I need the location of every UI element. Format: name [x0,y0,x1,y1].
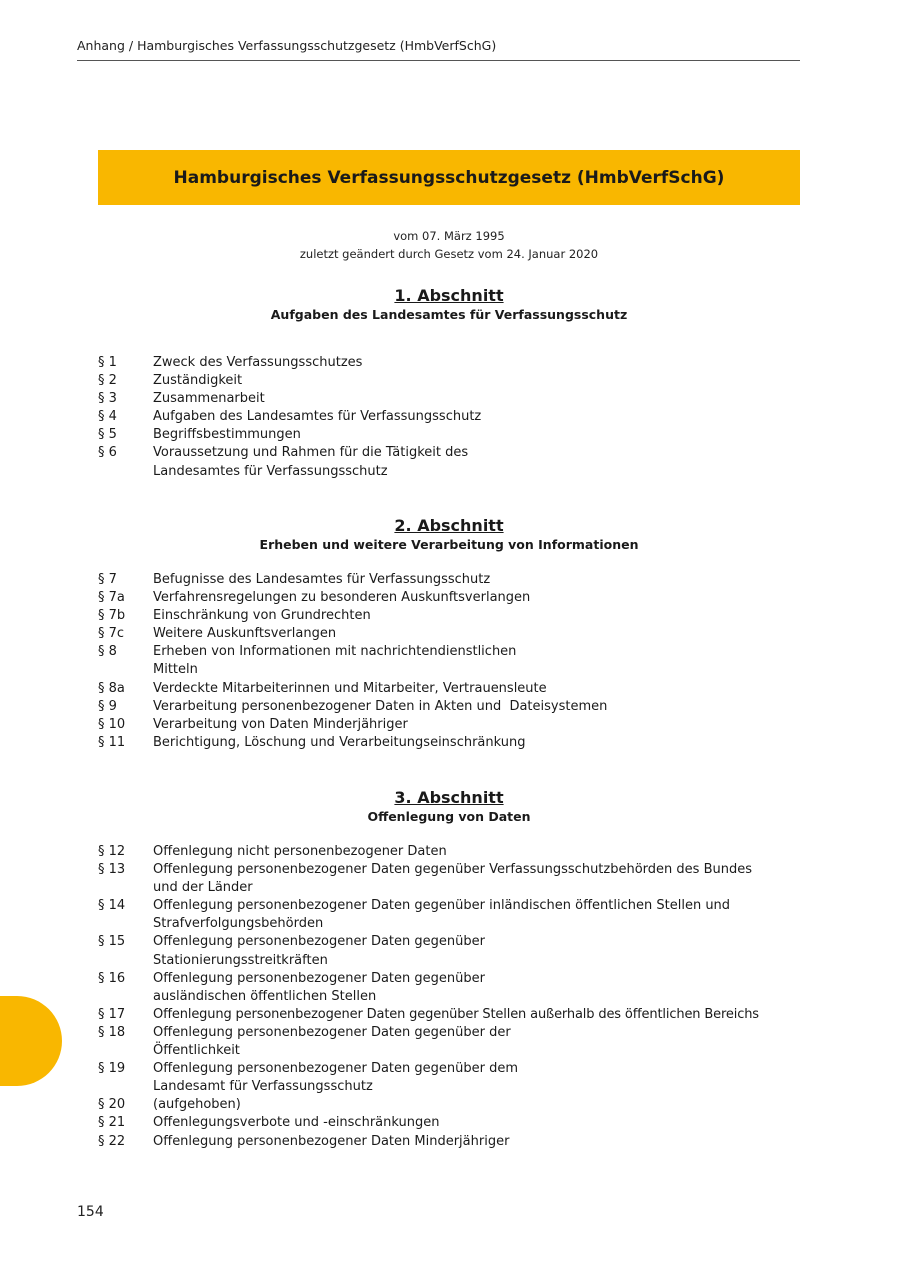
toc-entry [98,1133,798,1151]
paragraph-title: Weitere Auskunftsverlangen [153,626,337,642]
toc-entry [98,354,798,372]
paragraph-title: Offenlegung personenbezogener Daten gegenüber Stellen außerhalb des öffentlichen Bereichs [153,1006,759,1022]
paragraph-number: § 17 [98,1006,126,1022]
paragraph-title: Offenlegung personenbezogener Daten gegenüber inländischen öffentlichen Stellen und Strafverfolgungsbehörden [153,898,731,932]
toc-entry [98,1024,798,1060]
paragraph-title: Voraussetzung und Rahmen für die Tätigkeit des Landesamtes für Verfassungsschutz [153,445,469,479]
page-number: 154 [77,1204,104,1220]
paragraph-number: § 4 [98,409,117,425]
paragraph-number: § 5 [98,427,117,443]
paragraph-number: § 20 [98,1097,126,1113]
paragraph-title: Verfahrensregelungen zu besonderen Auskunftsverlangen [153,590,531,606]
section-subtitle: Aufgaben des Landesamtes für Verfassungsschutz [270,307,628,322]
paragraph-number: § 22 [98,1133,126,1149]
paragraph-number: § 8 [98,644,117,660]
toc-entry [98,843,798,861]
section-heading-1 [98,286,800,324]
toc-entry [98,861,798,897]
toc-entry [98,571,798,589]
toc-entry [98,698,798,716]
chapter-side-tab [0,996,62,1086]
paragraph-title: Offenlegung personenbezogener Daten Minderjähriger [153,1133,510,1149]
paragraph-title: Zuständigkeit [153,373,243,389]
toc-entry [98,643,798,679]
paragraph-title: Offenlegung personenbezogener Daten gegenüber Stationierungsstreitkräften [153,934,485,968]
amended-line: zuletzt geändert durch Gesetz vom 24. Januar 2020 [299,247,599,261]
paragraph-number: § 18 [98,1024,126,1040]
paragraph-title: Verarbeitung personenbezogener Daten in Akten und Dateisystemen [153,698,608,714]
toc-entry [98,444,798,480]
toc-entry [98,1096,798,1114]
section-3-toc [98,843,798,1151]
running-header: Anhang / Hamburgisches Verfassungsschutzgesetz (HmbVerfSchG) [77,38,800,61]
paragraph-number: § 15 [98,934,126,950]
toc-entry [98,897,798,933]
section-number: 3. Abschnitt [394,788,504,807]
toc-entry [98,716,798,734]
paragraph-number: § 7a [98,590,125,606]
paragraph-title: Aufgaben des Landesamtes für Verfassungsschutz [153,409,482,425]
toc-entry [98,734,798,752]
paragraph-number: § 7b [98,608,126,624]
paragraph-title: Verdeckte Mitarbeiterinnen und Mitarbeiter, Vertrauensleute [153,680,547,696]
paragraph-number: § 9 [98,698,117,714]
section-2-toc [98,571,798,752]
paragraph-number: § 10 [98,716,126,732]
toc-entry [98,625,798,643]
paragraph-number: § 21 [98,1115,126,1131]
paragraph-title: Verarbeitung von Daten Minderjähriger [153,716,408,732]
paragraph-title: Erheben von Informationen mit nachrichtendienstlichen Mitteln [153,644,517,678]
section-1-toc [98,354,798,481]
toc-entry [98,589,798,607]
toc-entry [98,408,798,426]
paragraph-title: Offenlegungsverbote und -einschränkungen [153,1115,440,1131]
toc-entry [98,1006,798,1024]
paragraph-title: Zweck des Verfassungsschutzes [153,355,363,370]
section-subtitle: Erheben und weitere Verarbeitung von Informationen [259,537,639,552]
paragraph-number: § 7c [98,626,125,642]
section-subtitle: Offenlegung von Daten [367,809,531,824]
paragraph-title: Offenlegung personenbezogener Daten gegenüber Verfassungsschutzbehörden des Bundes und der Länder [153,862,752,896]
paragraph-title: Offenlegung personenbezogener Daten gegenüber ausländischen öffentlichen Stellen [153,970,485,1004]
paragraph-number: § 3 [98,391,117,407]
toc-entry [98,390,798,408]
toc-entry [98,426,798,444]
paragraph-number: § 6 [98,445,117,461]
toc-entry [98,1114,798,1132]
paragraph-number: § 7 [98,572,117,587]
paragraph-title: Begriffsbestimmungen [153,427,301,443]
paragraph-number: § 12 [98,844,126,859]
paragraph-number: § 1 [98,355,117,370]
section-number: 2. Abschnitt [394,516,504,535]
paragraph-title: Offenlegung personenbezogener Daten gegenüber dem Landesamt für Verfassungsschutz [153,1061,519,1095]
toc-entry [98,970,798,1006]
paragraph-number: § 11 [98,734,126,750]
paragraph-title: Offenlegung personenbezogener Daten gegenüber der Öffentlichkeit [153,1024,511,1059]
toc-entry [98,680,798,698]
paragraph-title: Einschränkung von Grundrechten [153,608,371,624]
toc-entry [98,933,798,969]
paragraph-title: Zusammenarbeit [153,391,265,407]
title-banner [98,150,800,205]
toc-entry [98,1060,798,1096]
section-heading-2 [98,516,800,554]
paragraph-title: Berichtigung, Löschung und Verarbeitungseinschränkung [153,734,526,750]
paragraph-number: § 8a [98,680,125,696]
date-line: vom 07. März 1995 [393,229,505,243]
paragraph-number: § 19 [98,1061,126,1077]
toc-entry [98,372,798,390]
paragraph-number: § 16 [98,970,126,986]
paragraph-number: § 14 [98,898,126,914]
paragraph-title: Offenlegung nicht personenbezogener Daten [153,844,447,859]
section-heading-3 [98,788,800,826]
paragraph-title: Befugnisse des Landesamtes für Verfassungsschutz [153,572,491,587]
paragraph-number: § 2 [98,373,117,389]
section-number: 1. Abschnitt [394,286,504,305]
toc-entry [98,607,798,625]
paragraph-title: (aufgehoben) [153,1097,241,1113]
document-title: Hamburgisches Verfassungsschutzgesetz (HmbVerfSchG) [173,167,725,188]
paragraph-number: § 13 [98,862,126,878]
